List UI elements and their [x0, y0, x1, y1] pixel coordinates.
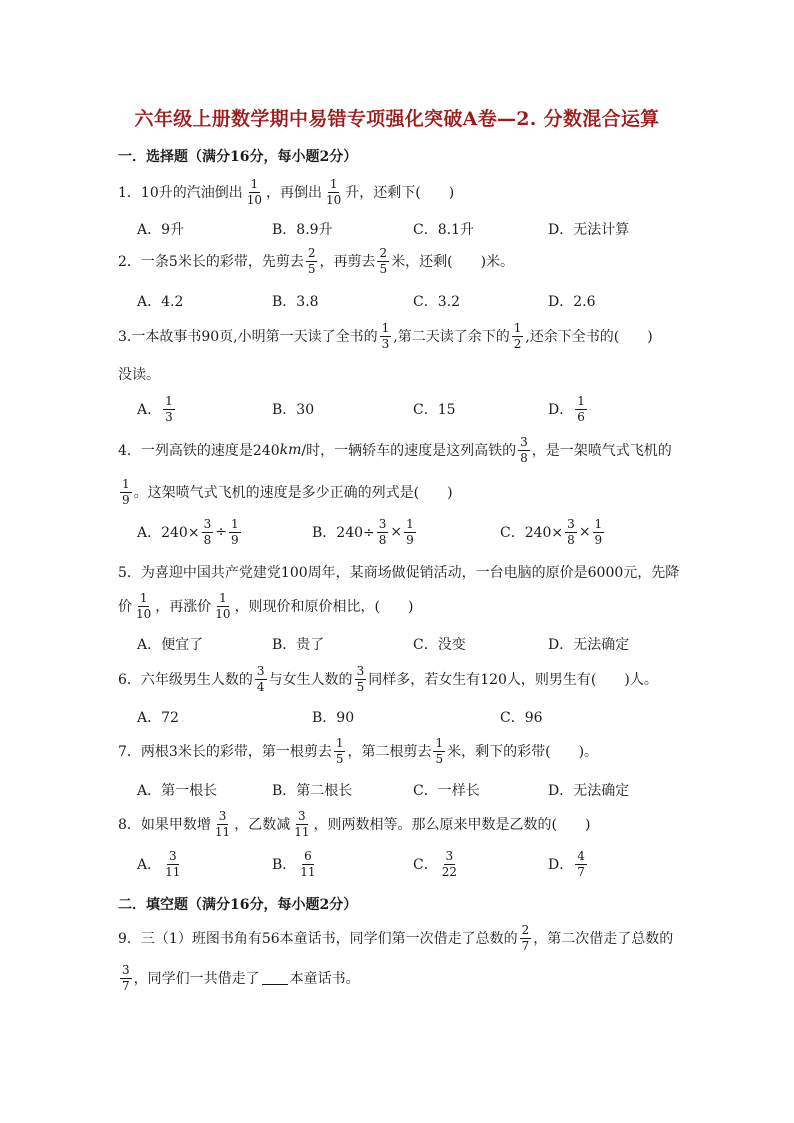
option-2d[interactable]: D．2.6 [548, 294, 596, 310]
question-4-cont: $\frac{1}{9}$ 。这架喷气式飞机的速度是多少正确的列式是( ) [122, 477, 453, 507]
fraction: $\frac{2}{5}$ [307, 246, 316, 276]
question-9: 9．三（1）班图书角有56本童话书，同学们第一次借走了总数的 $\frac{2}{7}$ ，第二次借走了总数的 [118, 923, 674, 953]
option-4c[interactable]: C．240× $\frac{3}{8}$ × $\frac{1}{9}$ [500, 517, 603, 547]
option-8b[interactable]: B． $\frac{6}{11}$ [272, 849, 316, 879]
option-6b[interactable]: B．90 [312, 710, 355, 726]
option-5c[interactable]: C．没变 [413, 637, 466, 653]
option-4a[interactable]: A．240× $\frac{3}{8}$ ÷ $\frac{1}{9}$ [137, 517, 239, 547]
fraction: $\frac{3}{11}$ [294, 809, 310, 839]
option-3b[interactable]: B．30 [272, 402, 315, 418]
fraction: $\frac{3}{11}$ [214, 809, 231, 839]
option-2a[interactable]: A．4.2 [137, 294, 184, 310]
option-4b[interactable]: B．240÷ $\frac{3}{8}$ × $\frac{1}{9}$ [312, 517, 414, 547]
option-8c[interactable]: C． $\frac{3}{22}$ [413, 849, 457, 879]
option-7a[interactable]: A．第一根长 [137, 783, 218, 799]
option-7c[interactable]: C．一样长 [413, 783, 480, 799]
option-5d[interactable]: D．无法确定 [548, 637, 630, 653]
option-1a[interactable]: A．9升 [137, 222, 185, 238]
section-heading-fill: 二．填空题（满分16分，每小题2分） [118, 897, 358, 913]
option-1c[interactable]: C．8.1升 [413, 222, 474, 238]
option-2b[interactable]: B．3.8 [272, 294, 319, 310]
question-8: 8．如果甲数增 $\frac{3}{11}$ ，乙数减 $\frac{3}{11}$ ，则两数相等。那么原来甲数是乙数的( ) [118, 809, 591, 839]
option-3c[interactable]: C．15 [413, 402, 456, 418]
option-1d[interactable]: D．无法计算 [548, 222, 630, 238]
fraction: $\frac{2}{7}$ [521, 923, 530, 953]
fraction: $\frac{1}{10}$ [246, 177, 263, 207]
fraction: $\frac{2}{5}$ [379, 246, 388, 276]
option-5a[interactable]: A．便宜了 [137, 637, 204, 653]
fraction: $\frac{3}{4}$ [256, 664, 265, 694]
question-3-cont: 没读。 [118, 367, 160, 383]
question-9-cont: $\frac{3}{7}$ ，同学们一共借走了 本童话书。 [122, 963, 360, 993]
option-6c[interactable]: C．96 [500, 710, 543, 726]
fraction: $\frac{1}{6}$ [577, 394, 585, 424]
fraction: $\frac{1}{3}$ [381, 321, 390, 351]
question-1: 1．10升的汽油倒出 $\frac{1}{10}$ ，再倒出 $\frac{1}{10}$ 升，还剩下( ) [118, 177, 455, 207]
option-3d[interactable]: D． $\frac{1}{6}$ [548, 394, 585, 424]
question-4: 4．一列高铁的速度是240 km /时，一辆轿车的速度是这列高铁的 $\frac{3}{8}$ ，是一架喷气式飞机的 [118, 435, 672, 465]
question-3: 3.一本故事书90页,小明第一天读了全书的 $\frac{1}{3}$ ,第二天读了余下的 $\frac{1}{2}$ ,还余下全书的( ) [118, 321, 653, 351]
fraction: $\frac{1}{2}$ [513, 321, 522, 351]
option-2c[interactable]: C．3.2 [413, 294, 460, 310]
option-7b[interactable]: B．第二根长 [272, 783, 353, 799]
fraction: $\frac{1}{5}$ [335, 736, 344, 766]
option-5b[interactable]: B．贵了 [272, 637, 325, 653]
document-title: 六年级上册数学期中易错专项强化突破A卷—2. 分数混合运算 [134, 108, 660, 130]
fraction: $\frac{1}{9}$ [122, 477, 130, 507]
fraction: $\frac{3}{8}$ [520, 435, 528, 465]
section-heading-choice: 一．选择题（满分16分，每小题2分） [118, 149, 358, 165]
option-6a[interactable]: A．72 [137, 710, 179, 726]
question-5-cont: 价 $\frac{1}{10}$ ，再涨价 $\frac{1}{10}$ ，则现价和原价相比，( ) [118, 591, 414, 621]
fraction: $\frac{1}{10}$ [136, 591, 152, 621]
fraction: $\frac{3}{5}$ [356, 664, 365, 694]
answer-blank[interactable] [262, 972, 288, 985]
fraction: $\frac{1}{3}$ [165, 394, 173, 424]
question-5: 5．为喜迎中国共产党建党100周年，某商场做促销活动，一台电脑的原价是6000元，先降 [118, 565, 680, 581]
question-6: 6．六年级男生人数的 $\frac{3}{4}$ 与女生人数的 $\frac{3}{5}$ 同样多，若女生有120人，则男生有( )人。 [118, 664, 658, 694]
question-7: 7．两根3米长的彩带，第一根剪去 $\frac{1}{5}$ ，第二根剪去 $\frac{1}{5}$ 米，剩下的彩带( )。 [118, 736, 599, 766]
fraction: $\frac{3}{7}$ [122, 963, 130, 993]
fraction: $\frac{1}{10}$ [215, 591, 231, 621]
option-7d[interactable]: D．无法确定 [548, 783, 630, 799]
fraction: $\frac{1}{10}$ [326, 177, 342, 207]
option-1b[interactable]: B．8.9升 [272, 222, 333, 238]
fraction: $\frac{1}{5}$ [435, 736, 444, 766]
option-8a[interactable]: A． $\frac{3}{11}$ [137, 849, 181, 879]
option-8d[interactable]: D． $\frac{4}{7}$ [548, 849, 585, 879]
option-3a[interactable]: A． $\frac{1}{3}$ [137, 394, 173, 424]
question-2: 2．一条5米长的彩带，先剪去 $\frac{2}{5}$ ，再剪去 $\frac{2}{5}$ 米，还剩( )米。 [118, 246, 515, 276]
